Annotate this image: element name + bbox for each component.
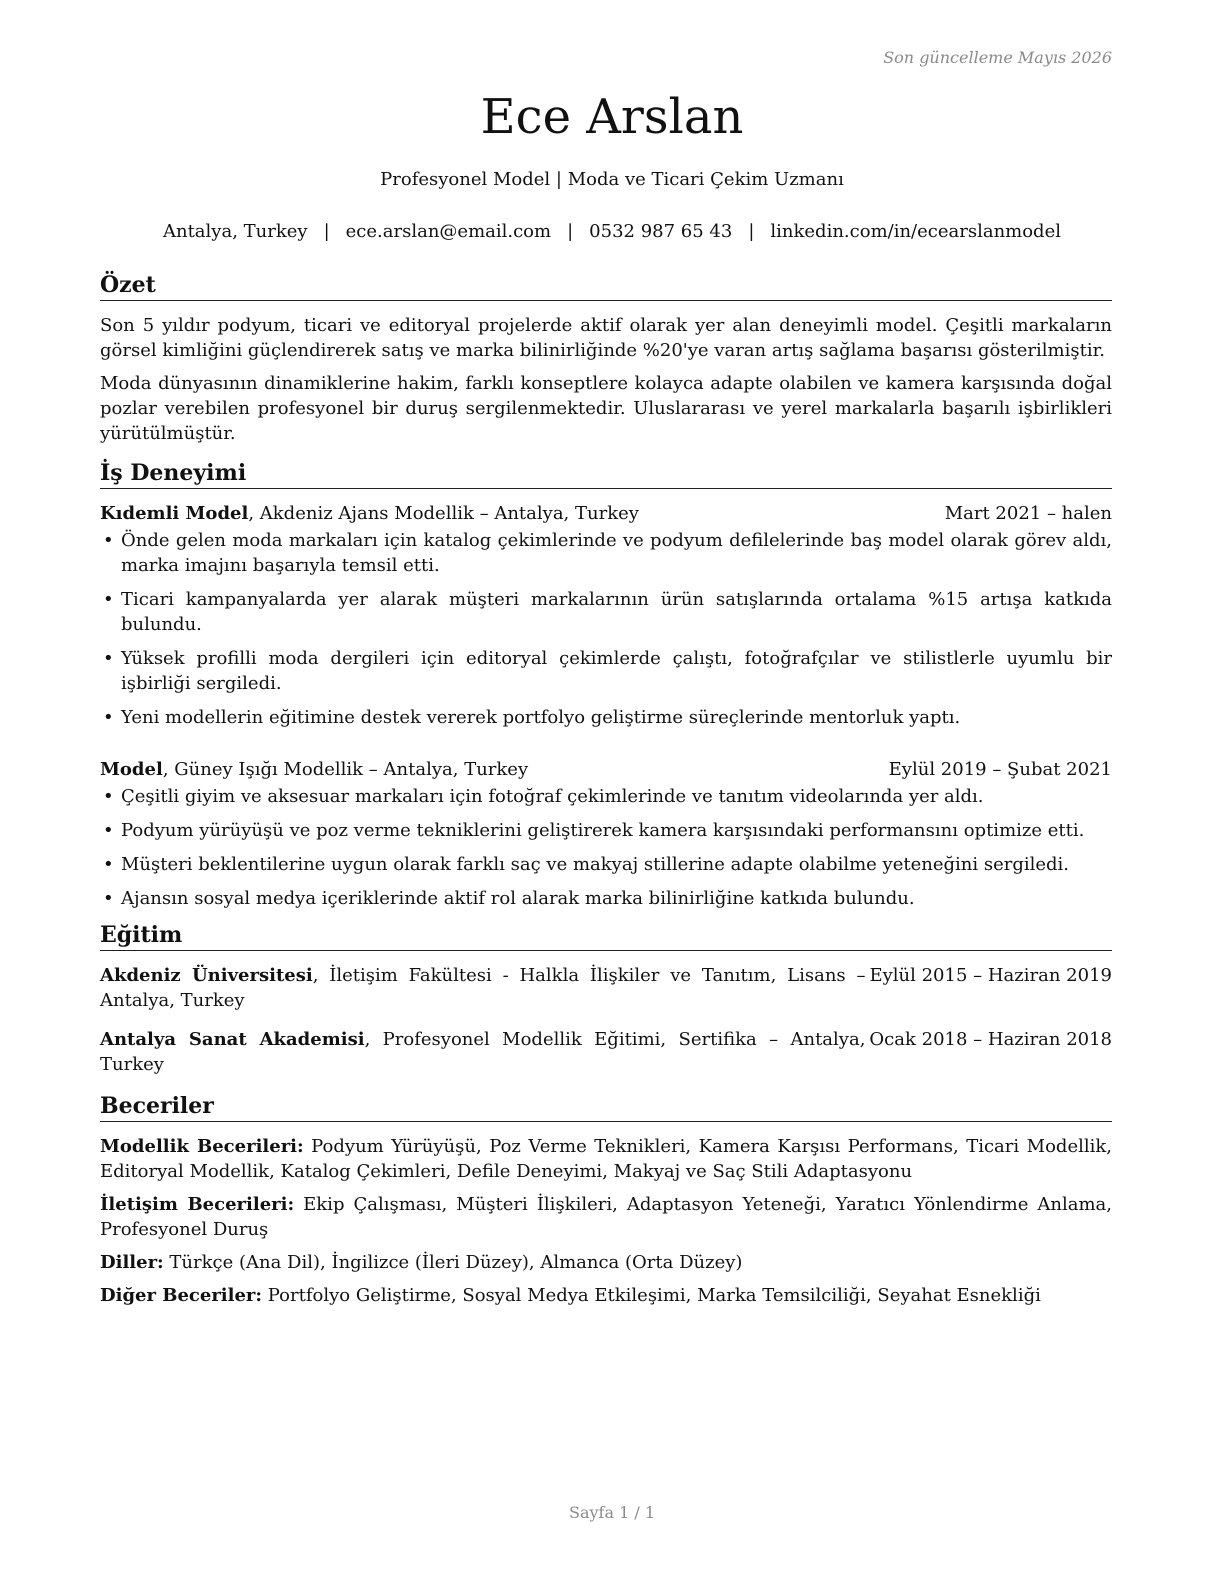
job-bullets <box>100 784 1112 911</box>
skill-label: Diller: <box>100 1252 164 1273</box>
summary-paragraph: Son 5 yıldır podyum, ticari ve editoryal projelerde aktif olarak yer alan deneyimli model. Çeşitli markaların görsel kimliğini güçlendirerek satış ve marka bilinirliğinde %20'ye varan artış sağlama başarısı gösterilmiştir. <box>100 315 1112 361</box>
skill-line <box>100 1134 1112 1184</box>
last-updated: Son güncelleme Mayıs 2026 <box>883 48 1112 67</box>
job-bullets <box>100 528 1112 730</box>
school-name: Akdeniz Üniversitesi <box>100 965 313 986</box>
skill-label: İletişim Becerileri: <box>100 1194 295 1215</box>
job-entry <box>100 501 1112 730</box>
education-entry <box>100 963 1112 1013</box>
section-title-experience: İş Deneyimi <box>100 458 1112 489</box>
bullet-item: • Yüksek profilli moda dergileri için editoryal çekimlerde çalıştı, fotoğrafçılar ve stilistlerle uyumlu bir işbirliği sergiledi. <box>100 646 1112 696</box>
skill-line <box>100 1250 1112 1275</box>
skill-line <box>100 1283 1112 1308</box>
job-entry <box>100 757 1112 911</box>
section-title-skills: Beceriler <box>100 1091 1112 1122</box>
job-role: Model <box>100 759 163 780</box>
skill-label: Modellik Becerileri: <box>100 1136 304 1157</box>
skill-value: Portfolyo Geliştirme, Sosyal Medya Etkileşimi, Marka Temsilciliği, Seyahat Esnekliği <box>262 1285 1041 1306</box>
bullet-item: • Ajansın sosyal medya içeriklerinde aktif rol alarak marka bilinirliğine katkıda bulundu. <box>100 886 1112 911</box>
school-name: Antalya Sanat Akademisi <box>100 1029 365 1050</box>
resume-body <box>100 270 1112 1316</box>
candidate-name: Ece Arslan <box>480 89 744 145</box>
job-header <box>100 757 1112 782</box>
job-org: , Akdeniz Ajans Modellik – Antalya, Turkey <box>248 503 639 524</box>
bullet-item: • Çeşitli giyim ve aksesuar markaları için fotoğraf çekimlerinde ve tanıtım videolarında yer aldı. <box>100 784 1112 809</box>
contact-phone: 0532 987 65 43 <box>589 221 733 242</box>
education-dates: Eylül 2015 – Haziran 2019 <box>869 965 1112 986</box>
summary-paragraph: Moda dünyasının dinamiklerine hakim, farklı konseptlere kolayca adapte olabilen ve kamera karşısında doğal pozlar verebilen profesyonel bir duruş sergilenmektedir. Uluslararası ve yerel markalarla başarılı işbirlikleri yürütülmüştür. <box>100 373 1112 444</box>
job-org: , Güney Işığı Modellik – Antalya, Turkey <box>162 759 529 780</box>
contact-separator: | <box>567 221 574 242</box>
education-detail: , İletişim Fakültesi - Halkla İlişkiler ve Tanıtım, Lisans – Antalya, Turkey <box>100 965 866 1011</box>
contact-location: Antalya, Turkey <box>162 221 308 242</box>
skill-value: Podyum Yürüyüşü, Poz Verme Teknikleri, Kamera Karşısı Performans, Ticari Modellik, Editoryal Modellik, Katalog Çekimleri, Defile Deneyimi, Makyaj ve Saç Stili Adaptasyonu <box>100 1136 1112 1182</box>
bullet-item: • Ticari kampanyalarda yer alarak müşteri markalarının ürün satışlarında ortalama %15 artışa katkıda bulundu. <box>100 587 1112 637</box>
job-dates: Mart 2021 – halen <box>944 503 1112 524</box>
contact-separator: | <box>748 221 755 242</box>
bullet-item: • Yeni modellerin eğitimine destek vererek portfolyo geliştirme süreçlerinde mentorluk yaptı. <box>100 705 1112 730</box>
job-header <box>100 501 1112 526</box>
tagline: Profesyonel Model | Moda ve Ticari Çekim Uzmanı <box>380 169 844 190</box>
page-number: Sayfa 1 / 1 <box>568 1503 655 1522</box>
section-title-education: Eğitim <box>100 920 1112 951</box>
bullet-item: • Önde gelen moda markaları için katalog çekimlerinde ve podyum defilelerinde baş model olarak görev aldı, marka imajını başarıyla temsil etti. <box>100 528 1112 578</box>
section-title-summary: Özet <box>100 270 1112 301</box>
contact-separator: | <box>323 221 330 242</box>
skill-label: Diğer Beceriler: <box>100 1285 263 1306</box>
education-entry <box>100 1027 1112 1077</box>
bullet-item: • Müşteri beklentilerine uygun olarak farklı saç ve makyaj stillerine adapte olabilme yeteneğini sergiledi. <box>100 852 1112 877</box>
skill-value: Ekip Çalışması, Müşteri İlişkileri, Adaptasyon Yeteneği, Yaratıcı Yönlendirme Anlama, Profesyonel Duruş <box>100 1194 1112 1240</box>
skill-value: Türkçe (Ana Dil), İngilizce (İleri Düzey), Almanca (Orta Düzey) <box>163 1252 743 1273</box>
bullet-item: • Podyum yürüyüşü ve poz verme tekniklerini geliştirerek kamera karşısındaki performansını optimize etti. <box>100 818 1112 843</box>
education-detail: , Profesyonel Modellik Eğitimi, Sertifika – Antalya, Turkey <box>100 1029 866 1075</box>
job-dates: Eylül 2019 – Şubat 2021 <box>888 759 1112 780</box>
contact-linkedin[interactable]: linkedin.com/in/ecearslanmodel <box>770 221 1061 242</box>
contact-email[interactable]: ece.arslan@email.com <box>345 221 552 242</box>
education-dates: Ocak 2018 – Haziran 2018 <box>869 1029 1112 1050</box>
skill-line <box>100 1192 1112 1242</box>
contact-line <box>0 219 1224 244</box>
job-role: Kıdemli Model <box>100 503 249 524</box>
